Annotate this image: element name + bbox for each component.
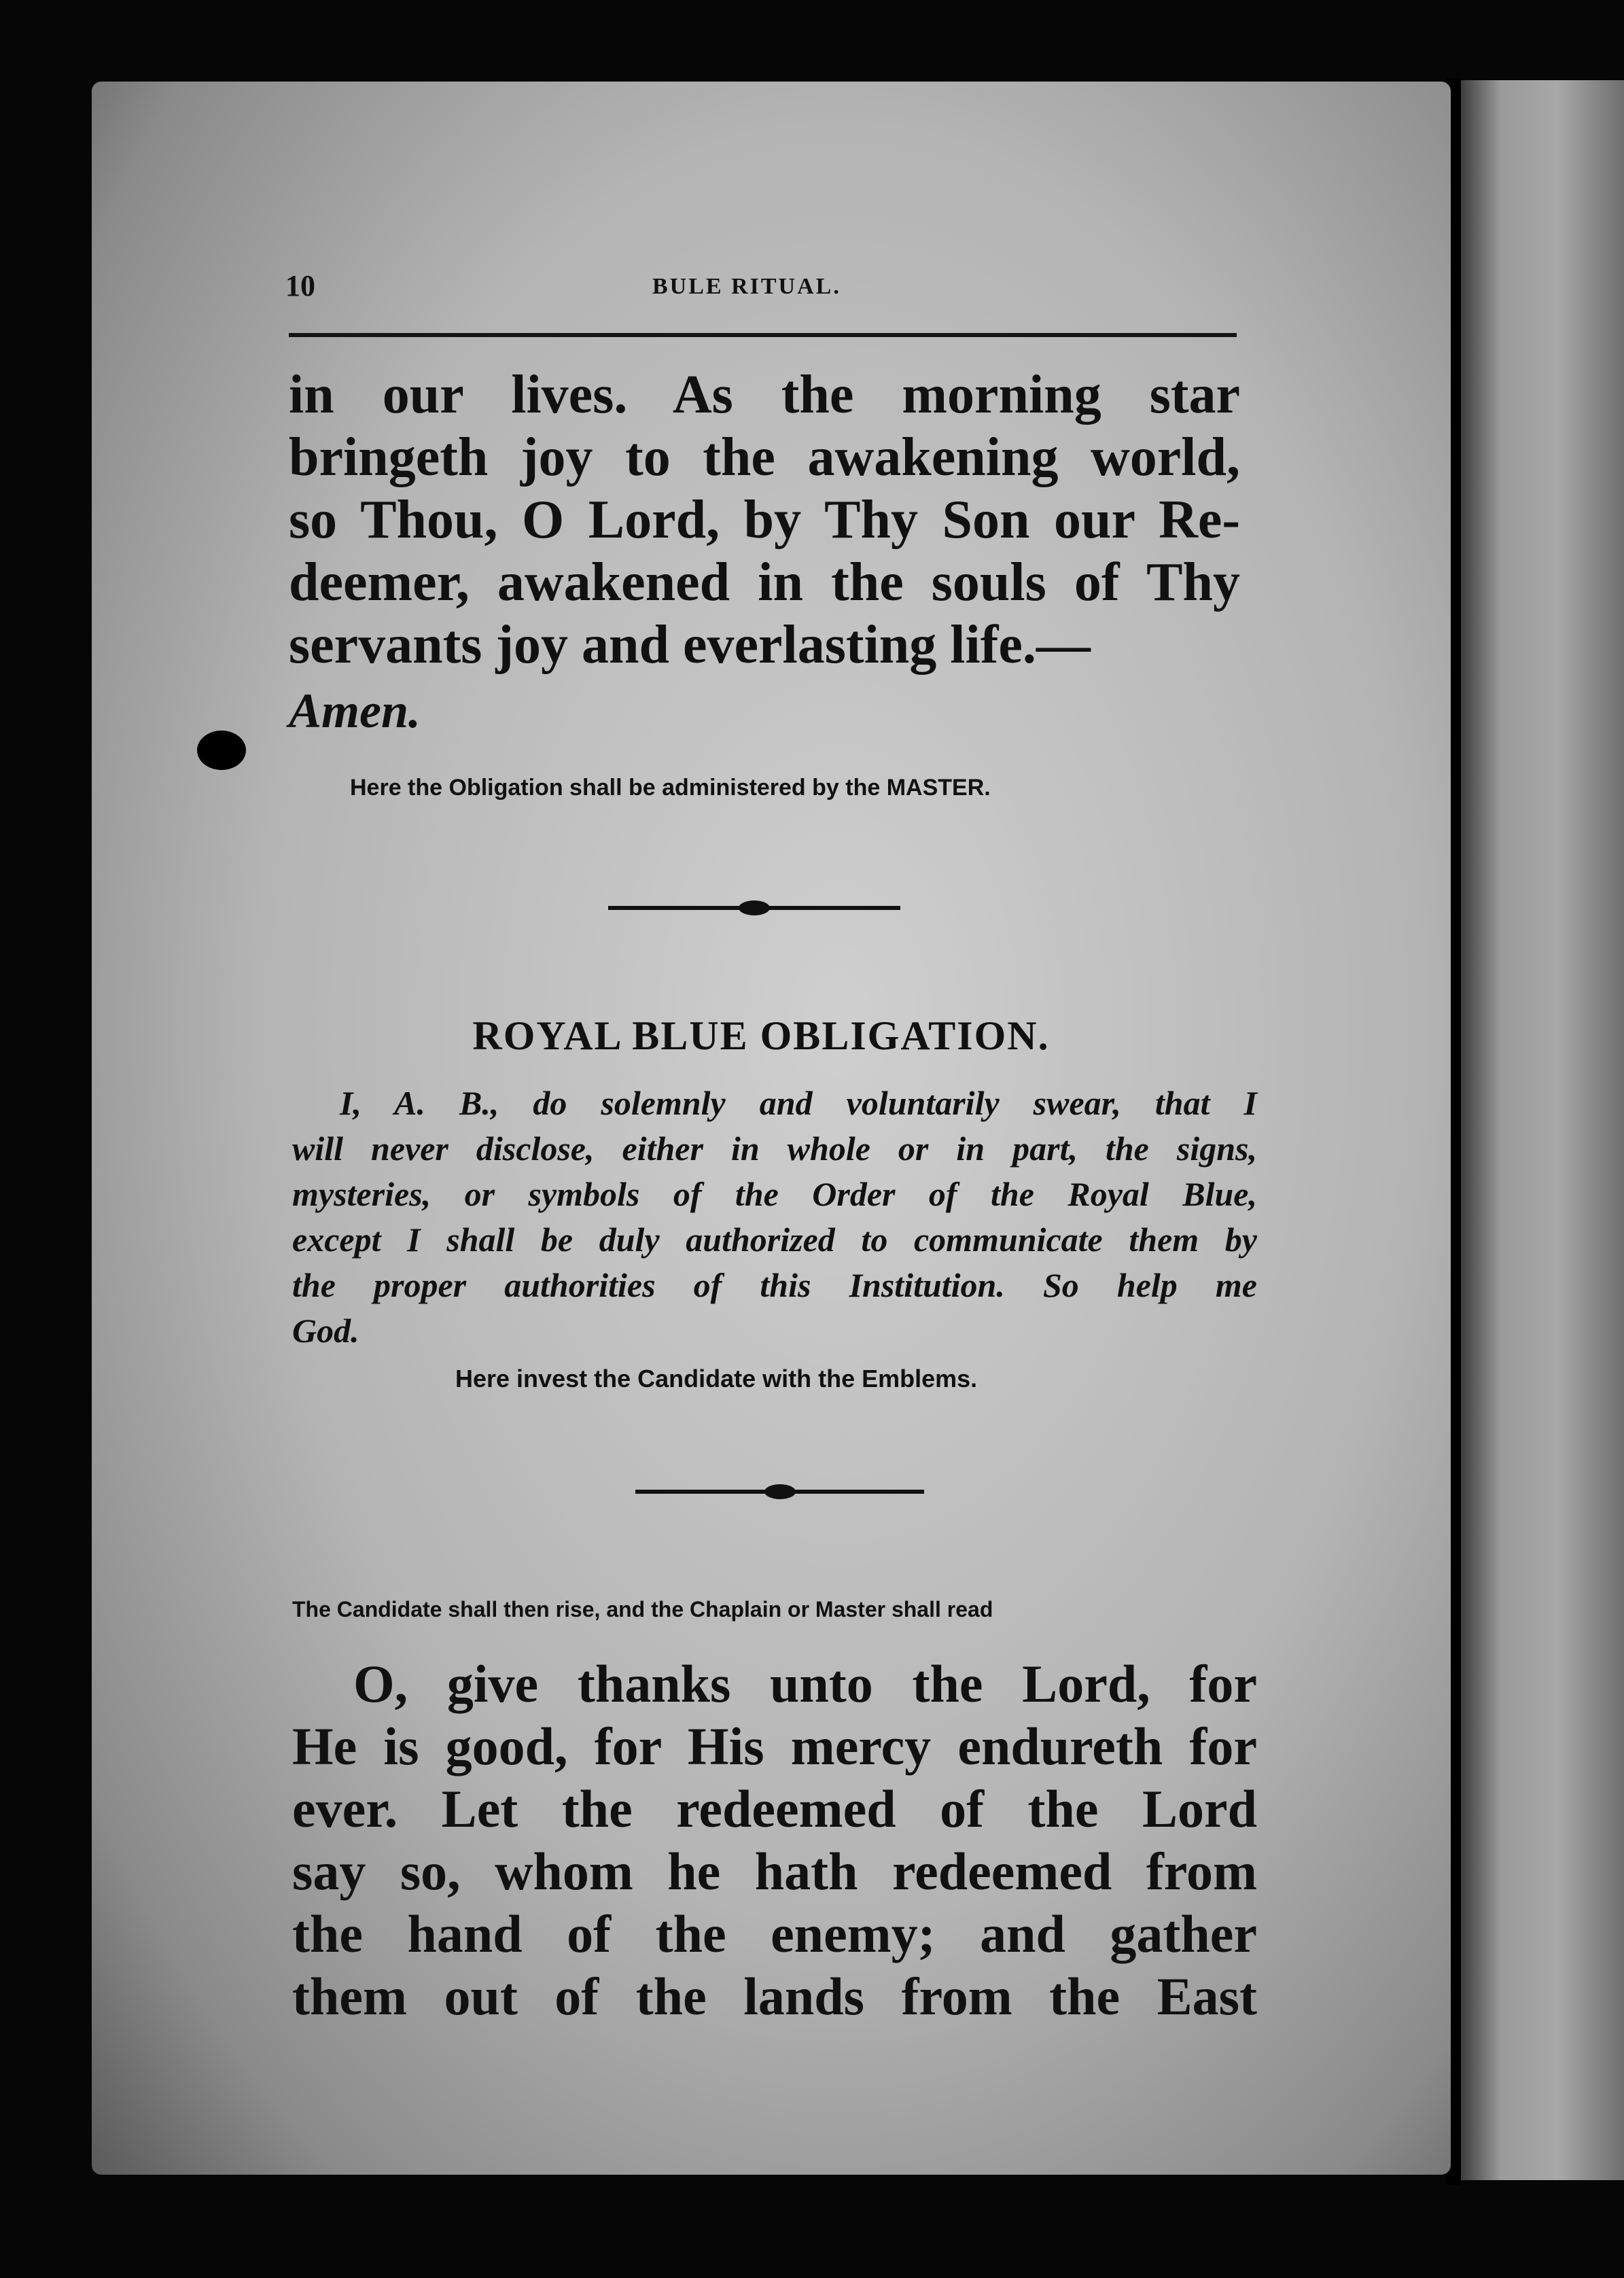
- obligation-text: [292, 1081, 1257, 1354]
- prayer-line: deemer, awakened in the souls of Thy: [289, 553, 1240, 612]
- obligation-line: except I shall be duly authorized to communicate them by: [292, 1221, 1257, 1259]
- psalm-line: ever. Let the redeemed of the Lord: [292, 1779, 1257, 1838]
- psalm-line: them out of the lands from the East: [292, 1967, 1257, 2026]
- psalm-line: the hand of the enemy; and gather: [292, 1904, 1257, 1963]
- running-head: BULE RITUAL.: [652, 274, 841, 299]
- prayer-line: so Thou, O Lord, by Thy Son our Re-: [289, 490, 1240, 550]
- ink-blot: [197, 731, 246, 770]
- header-rule: [289, 333, 1237, 337]
- prayer-line: servants joy and everlasting life.—: [289, 615, 1091, 675]
- psalm-line: O, give thanks unto the Lord, for: [353, 1654, 1257, 1713]
- obligation-line: will never disclose, either in whole or in part, the signs,: [292, 1129, 1257, 1168]
- ornament-divider: [608, 906, 900, 910]
- amen: Amen.: [289, 684, 421, 738]
- prayer-paragraph: [289, 364, 1240, 676]
- obligation-title: ROYAL BLUE OBLIGATION.: [472, 1013, 1050, 1058]
- instruction-read: The Candidate shall then rise, and the Chaplain or Master shall read: [292, 1597, 993, 1622]
- psalm-paragraph: [292, 1653, 1257, 2028]
- ornament-divider: [635, 1490, 924, 1494]
- psalm-line: say so, whom he hath redeemed from: [292, 1842, 1257, 1901]
- prayer-line: in our lives. As the morning star: [289, 365, 1240, 425]
- obligation-line: mysteries, or symbols of the Order of the Royal Blue,: [292, 1175, 1257, 1213]
- instruction-emblems: Here invest the Candidate with the Emblems.: [455, 1365, 978, 1392]
- page-number: 10: [285, 269, 315, 302]
- instruction-obligation: Here the Obligation shall be administered by the MASTER.: [350, 775, 991, 801]
- prayer-line: bringeth joy to the awakening world,: [289, 427, 1240, 487]
- obligation-line: the proper authorities of this Institution. So help me: [292, 1266, 1257, 1304]
- psalm-line: He is good, for His mercy endureth for: [292, 1717, 1257, 1776]
- obligation-line: I, A. B., do solemnly and voluntarily swear, that I: [340, 1084, 1257, 1122]
- obligation-line: God.: [292, 1312, 359, 1350]
- page-header: [285, 268, 1237, 309]
- facing-page-edge: [1460, 80, 1624, 2180]
